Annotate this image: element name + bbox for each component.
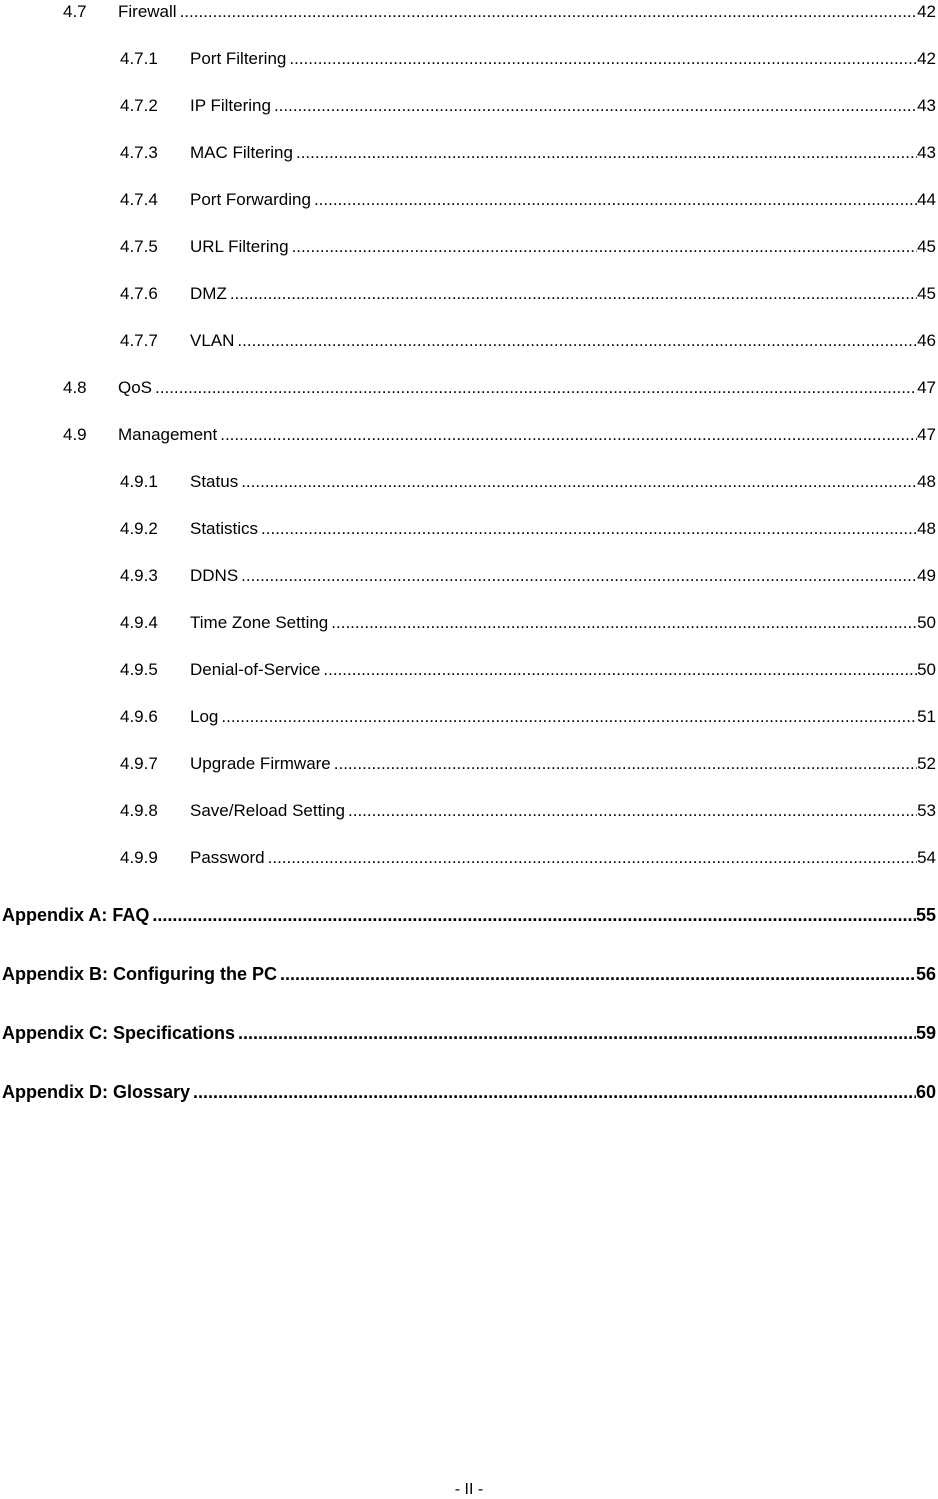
toc-entry-number: 4.7.5: [120, 237, 158, 256]
appendix-entry: [0, 1022, 938, 1044]
toc-entry-number: 4.7.3: [120, 143, 158, 162]
toc-entry: [0, 566, 938, 586]
toc-entry-title: Time Zone Setting: [190, 613, 329, 632]
appendix-entry-page-number: 60: [915, 1082, 936, 1102]
toc-dot-leader: [296, 143, 917, 163]
appendix-entry-page-number: 56: [915, 964, 936, 984]
toc-entry: [0, 331, 938, 351]
toc-entry-title: VLAN: [190, 331, 235, 350]
toc-entry-page-number: 46: [917, 331, 936, 350]
toc-entry-title: QoS: [118, 378, 153, 397]
toc-entry-page-number: 42: [917, 49, 936, 68]
toc-entry-number: 4.7.1: [120, 49, 158, 68]
toc-entry-page-number: 43: [917, 96, 936, 115]
toc-dot-leader: [152, 904, 916, 926]
toc-dot-leader: [261, 519, 917, 539]
toc-entry-title: Denial-of-Service: [190, 660, 321, 679]
toc-entry: [0, 425, 938, 445]
toc-entry-number: 4.9: [63, 425, 87, 444]
toc-entry-page-number: 51: [917, 707, 936, 726]
toc-entry-number: 4.9.4: [120, 613, 158, 632]
toc-entry-page-number: 50: [917, 613, 936, 632]
toc-entry: [0, 660, 938, 680]
toc-entry: [0, 613, 938, 633]
toc-dot-leader: [289, 49, 917, 69]
toc-dot-leader: [180, 2, 918, 22]
toc-entry: [0, 801, 938, 821]
toc-entry-page-number: 45: [917, 284, 936, 303]
toc-entry-number: 4.9.6: [120, 707, 158, 726]
appendix-list: [0, 904, 938, 1103]
toc-entry-number: 4.7.2: [120, 96, 158, 115]
toc-entry-page-number: 53: [917, 801, 936, 820]
toc-dot-leader: [323, 660, 917, 680]
toc-entry-page-number: 44: [917, 190, 936, 209]
toc-dot-leader: [314, 190, 917, 210]
toc-entry-number: 4.9.9: [120, 848, 158, 867]
toc-entry-title: DMZ: [190, 284, 227, 303]
toc-entry-page-number: 42: [917, 2, 936, 21]
toc-entry: [0, 707, 938, 727]
toc-entry-number: 4.9.1: [120, 472, 158, 491]
toc-dot-leader: [221, 707, 917, 727]
toc-entry: [0, 519, 938, 539]
toc-entry: [0, 754, 938, 774]
toc-entry: [0, 472, 938, 492]
toc-entry-number: 4.9.8: [120, 801, 158, 820]
appendix-entry-page-number: 55: [915, 905, 936, 925]
toc-entry-title: MAC Filtering: [190, 143, 293, 162]
toc-entry-title: Port Filtering: [190, 49, 287, 68]
toc-entry-page-number: 49: [917, 566, 936, 585]
toc-dot-leader: [331, 613, 917, 633]
toc-entry: [0, 49, 938, 69]
toc-entry-number: 4.9.3: [120, 566, 158, 585]
appendix-entry-title: Appendix A: FAQ: [2, 905, 150, 925]
toc-entry: [0, 378, 938, 398]
toc-entry-page-number: 43: [917, 143, 936, 162]
toc-dot-leader: [241, 566, 917, 586]
toc-entry: [0, 190, 938, 210]
toc-entry-page-number: 45: [917, 237, 936, 256]
toc-dot-leader: [220, 425, 917, 445]
toc-entry-number: 4.7.4: [120, 190, 158, 209]
toc-dot-leader: [193, 1081, 916, 1103]
toc-entry-number: 4.9.5: [120, 660, 158, 679]
toc-entry-title: Password: [190, 848, 265, 867]
toc-entry-title: Save/Reload Setting: [190, 801, 345, 820]
toc-dot-leader: [155, 378, 917, 398]
toc-entry-title: Management: [118, 425, 218, 444]
toc-entry: [0, 96, 938, 116]
toc-entry-title: DDNS: [190, 566, 239, 585]
toc-entry-page-number: 48: [917, 472, 936, 491]
toc-entry-title: Firewall: [118, 2, 177, 21]
toc-entry-title: Log: [190, 707, 219, 726]
appendix-entry: [0, 904, 938, 926]
toc-dot-leader: [348, 801, 917, 821]
toc-entry-number: 4.9.2: [120, 519, 158, 538]
appendix-entry-title: Appendix D: Glossary: [2, 1082, 191, 1102]
toc-entry-page-number: 48: [917, 519, 936, 538]
toc-entry: [0, 848, 938, 868]
toc-dot-leader: [274, 96, 917, 116]
appendix-entry-title: Appendix B: Configuring the PC: [2, 964, 277, 984]
toc-entry-title: IP Filtering: [190, 96, 271, 115]
toc-entry-number: 4.7: [63, 2, 87, 21]
toc-entry: [0, 143, 938, 163]
toc-entry-title: URL Filtering: [190, 237, 289, 256]
appendix-entry-page-number: 59: [915, 1023, 936, 1043]
page-footer: - II -: [454, 1481, 484, 1498]
document-page: [0, 2, 938, 1499]
toc-entry-page-number: 54: [917, 848, 936, 867]
appendix-entry-title: Appendix C: Specifications: [2, 1023, 236, 1043]
toc-dot-leader: [238, 1022, 916, 1044]
toc-entry-page-number: 52: [917, 754, 936, 773]
appendix-entry: [0, 1081, 938, 1103]
toc-entry: [0, 237, 938, 257]
toc-entry: [0, 284, 938, 304]
toc-entry-page-number: 47: [917, 425, 936, 444]
toc-dot-leader: [268, 848, 917, 868]
toc-entry-number: 4.7.7: [120, 331, 158, 350]
toc-entry-page-number: 47: [917, 378, 936, 397]
toc-entry-title: Statistics: [190, 519, 259, 538]
toc-dot-leader: [230, 284, 917, 304]
toc-dot-leader: [292, 237, 918, 257]
toc-dot-leader: [280, 963, 916, 985]
toc-entry-number: 4.9.7: [120, 754, 158, 773]
toc-entry-page-number: 50: [917, 660, 936, 679]
toc-entry-title: Upgrade Firmware: [190, 754, 331, 773]
toc-dot-leader: [241, 472, 917, 492]
toc-entry-number: 4.8: [63, 378, 87, 397]
table-of-contents: [0, 2, 938, 868]
toc-entry-title: Port Forwarding: [190, 190, 311, 209]
toc-entry: [0, 2, 938, 22]
toc-dot-leader: [334, 754, 917, 774]
toc-entry-number: 4.7.6: [120, 284, 158, 303]
appendix-entry: [0, 963, 938, 985]
toc-dot-leader: [237, 331, 917, 351]
toc-entry-title: Status: [190, 472, 239, 491]
